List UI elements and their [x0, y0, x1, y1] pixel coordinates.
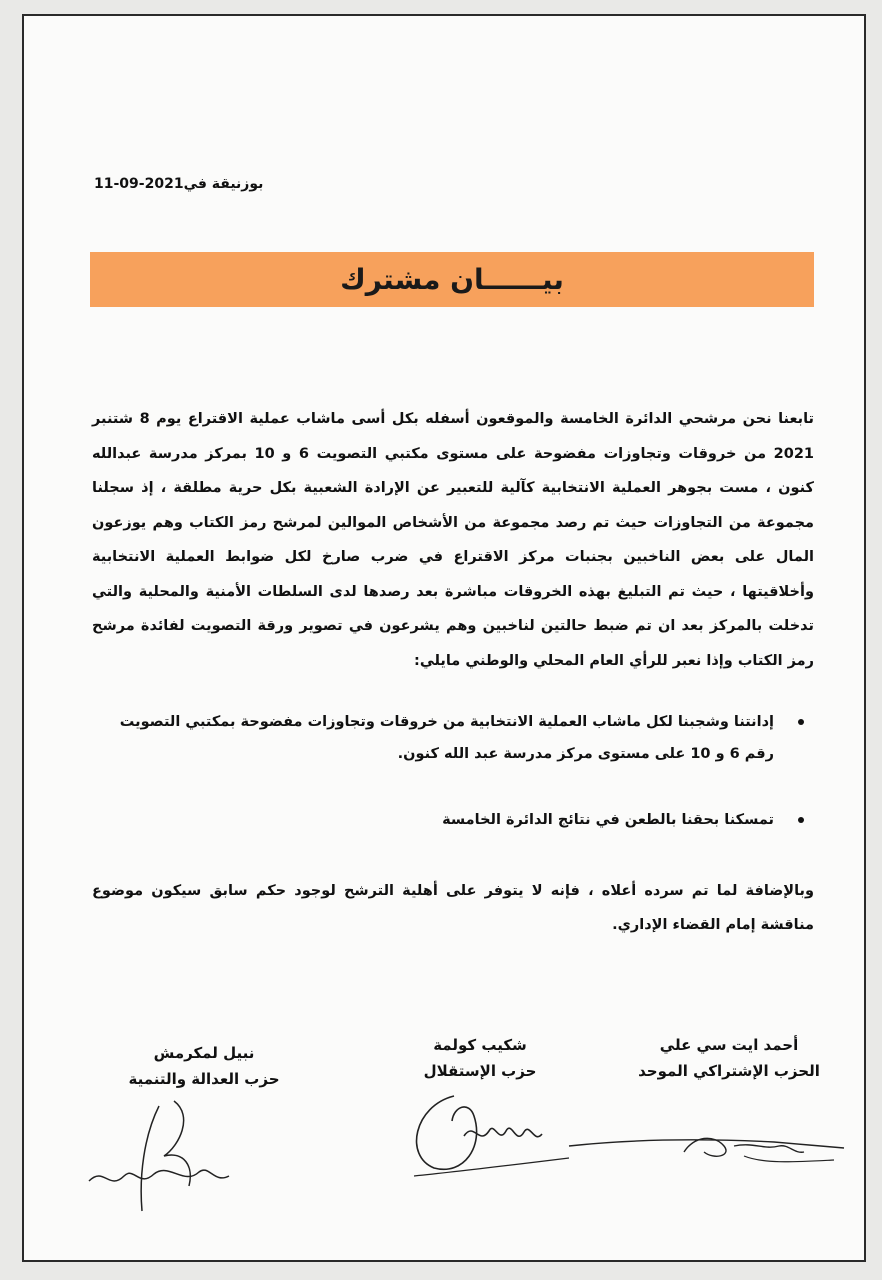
- signatory-name: شكيب كولمة: [433, 1036, 527, 1054]
- title-banner: [90, 252, 814, 307]
- signatory-block: [624, 1032, 834, 1084]
- signature-image: [84, 1096, 264, 1226]
- bullet-item: [92, 706, 774, 770]
- signature-image: [394, 1076, 584, 1186]
- signatory-party: حزب الإستقلال: [423, 1062, 537, 1080]
- closing-paragraph: وبالإضافة لما تم سرده أعلاه ، فإنه لا يتوفر على أهلية الترشح لوجود حكم سابق سيكون موضوع مناقشة إمام القضاء الإداري.: [92, 883, 814, 933]
- body-paragraph: تابعنا نحن مرشحي الدائرة الخامسة والموقعون أسفله بكل أسى ماشاب عملية الاقتراع يوم 8 شتنبر 2021 من خروقات وتجاوزات مفضوحة على مستوى مكتبي التصويت 6 و 10 بمركز مدرسة عبدالله كنون ، مست بجوهر العملية الانتخابية كآلية للتعبير عن الإرادة الشعبية بكل حرية مطلقة ، إذ سجلنا مجموعة من التجاوزات حيث تم رصد مجموعة من الأشخاص الموالين لمرشح رمز الكتاب وهم يوزعون المال على بعض الناخبين بجنبات مركز الاقتراع في ضرب صارخ لكل ضوابط العملية الانتخابية وأخلاقيتها ، حيث تم التبليغ بهذه الخروقات مباشرة بعد رصدها لدى السلطات الأمنية والمحلية والتي تدخلت بالمركز بعد ان تم ضبط حالتين لناخبين وهم يشرعون في تصوير ورقة التصويت لفائدة مرشح رمز الكتاب وإذا نعبر للرأي العام المحلي والوطني مايلي:: [92, 411, 814, 669]
- signature-image: [564, 1116, 854, 1186]
- signatory-party: حزب العدالة والتنمية: [128, 1070, 280, 1088]
- signatory-party: الحزب الإشتراكي الموحد: [638, 1062, 820, 1080]
- date-line: بوزنيقة في2021-09-11: [94, 176, 264, 192]
- bullet-text: تمسكنا بحقنا بالطعن في نتائج الدائرة الخامسة: [442, 812, 774, 828]
- bullet-text: إدانتنا وشجبنا لكل ماشاب العملية الانتخابية من خروقات وتجاوزات مفضوحة بمكتبي التصويت رقم 6 و 10 على مستوى مركز مدرسة عبد الله كنون.: [119, 714, 774, 762]
- bullet-item: [92, 804, 774, 836]
- bullet-dot-icon: [798, 817, 804, 823]
- signatory-block: [114, 1040, 294, 1092]
- bullet-dot-icon: [798, 719, 804, 725]
- document-page: [22, 14, 866, 1262]
- document-title: بيــــــان مشترك: [340, 263, 564, 296]
- signatory-name: نبيل لمكرمش: [153, 1044, 255, 1062]
- signatory-name: أحمد ايت سي علي: [659, 1036, 799, 1054]
